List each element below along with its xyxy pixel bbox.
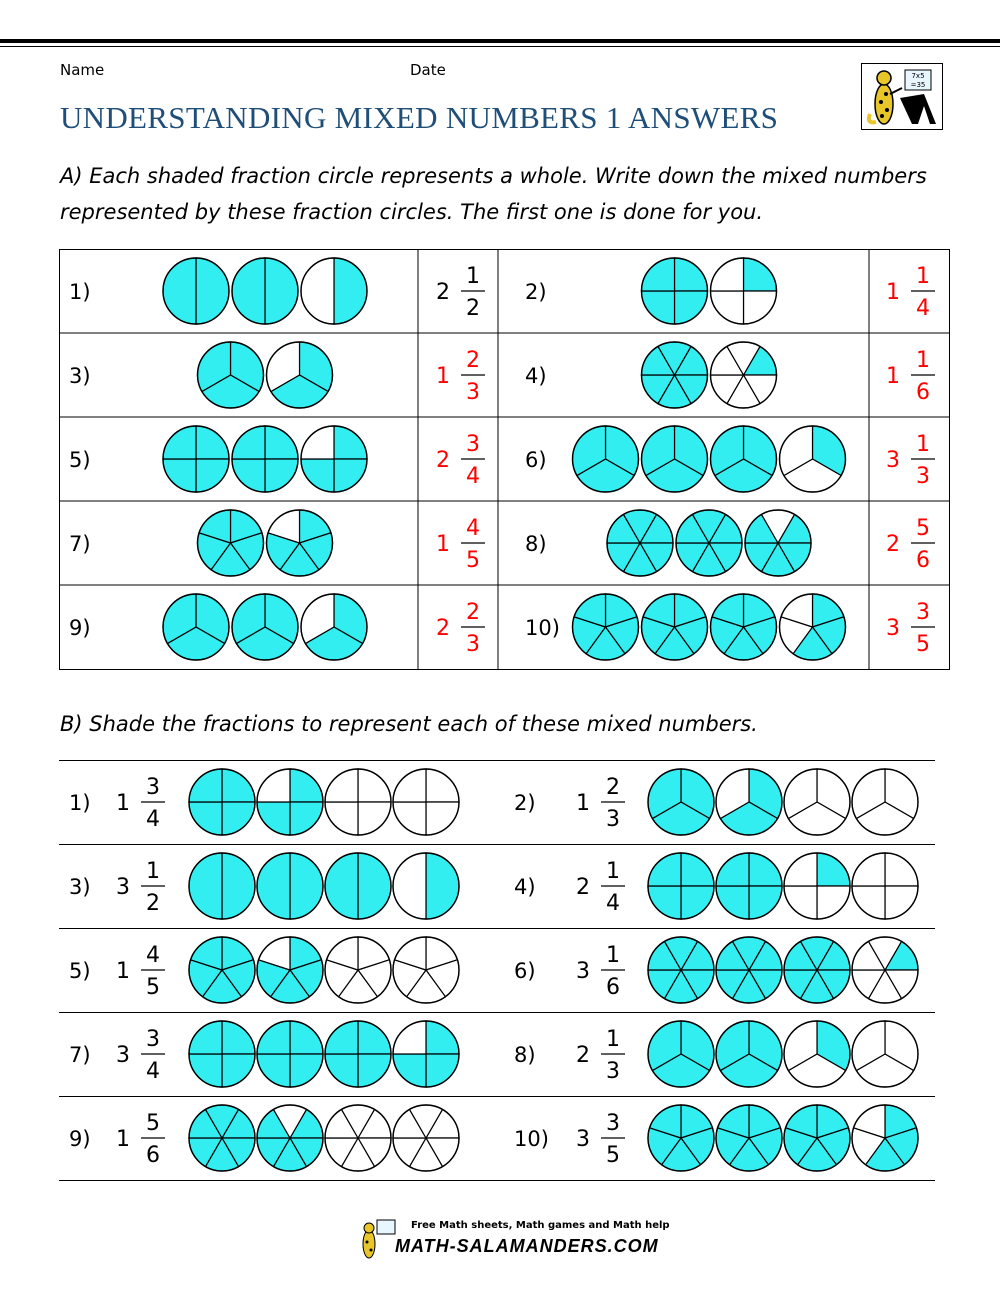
question-number: 4) [525, 364, 547, 388]
answer-denominator: 2 [466, 296, 480, 321]
fraction-circle [711, 594, 777, 660]
answer-whole: 2 [886, 532, 900, 557]
shade-circle [716, 853, 782, 919]
answer-numerator: 5 [916, 516, 930, 541]
circle-sector [265, 258, 298, 324]
mixed-number-numerator: 3 [146, 775, 160, 800]
answer-denominator: 3 [466, 632, 480, 657]
answer-whole: 1 [886, 280, 900, 305]
answer-numerator: 3 [916, 600, 930, 625]
fraction-circle [745, 510, 811, 576]
mixed-number-denominator: 6 [146, 1143, 160, 1168]
shade-circle [784, 1105, 850, 1171]
answer-denominator: 6 [916, 380, 930, 405]
shade-circle [325, 769, 391, 835]
question-number: 8) [514, 1043, 536, 1067]
question-number: 9) [69, 616, 91, 640]
part-b-instruction: B) Shade the fractions to represent each of these mixed numbers. [60, 712, 758, 736]
shade-circle [189, 1021, 255, 1087]
question-number: 10) [525, 616, 560, 640]
question-number: 5) [69, 959, 91, 983]
table-cell [69, 426, 485, 492]
part-b-item [69, 769, 459, 835]
answer-denominator: 6 [916, 548, 930, 573]
fraction-circle [198, 342, 264, 408]
page-title: UNDERSTANDING MIXED NUMBERS 1 ANSWERS [60, 100, 779, 135]
shade-circle [716, 1021, 782, 1087]
top-rule-thick [0, 39, 1000, 43]
mixed-number-denominator: 4 [606, 891, 620, 916]
shade-circle [648, 937, 714, 1003]
fraction-circle [711, 342, 777, 408]
shade-circle [393, 937, 459, 1003]
table-cell [525, 594, 935, 660]
shade-circle [325, 1021, 391, 1087]
circle-sector [257, 853, 290, 919]
circle-sector [426, 853, 459, 919]
circle-sector [325, 853, 358, 919]
fraction-circle [163, 426, 229, 492]
shade-circle [784, 769, 850, 835]
circle-sector [393, 853, 426, 919]
question-number: 8) [525, 532, 547, 556]
answer-denominator: 4 [466, 464, 480, 489]
answer-whole: 1 [436, 532, 450, 557]
answer-numerator: 3 [466, 432, 480, 457]
answer-whole: 3 [886, 448, 900, 473]
shade-circle [648, 853, 714, 919]
footer-salamander-icon [355, 1218, 399, 1262]
fraction-circle [267, 342, 333, 408]
shade-circle [852, 769, 918, 835]
table-cell [69, 258, 485, 324]
mixed-number-whole: 3 [576, 959, 590, 984]
question-number: 6) [525, 448, 547, 472]
part-b-item [514, 937, 918, 1003]
fraction-circle [232, 426, 298, 492]
shade-circle [648, 769, 714, 835]
mixed-number-denominator: 6 [606, 975, 620, 1000]
answer-numerator: 2 [466, 600, 480, 625]
mixed-number-numerator: 2 [606, 775, 620, 800]
shade-circle [784, 1021, 850, 1087]
name-label: Name [60, 61, 105, 79]
fraction-circle [711, 258, 777, 324]
shade-circle [189, 937, 255, 1003]
shade-circle [784, 937, 850, 1003]
question-number: 2) [525, 280, 547, 304]
answer-denominator: 3 [466, 380, 480, 405]
fraction-circle [641, 426, 707, 492]
question-number: 5) [69, 448, 91, 472]
fraction-circle [573, 594, 639, 660]
question-number: 1) [69, 791, 91, 815]
fraction-circle [197, 510, 263, 576]
fraction-circle [267, 510, 333, 576]
mixed-number-numerator: 1 [146, 859, 160, 884]
answer-whole: 2 [436, 280, 450, 305]
mixed-number-numerator: 3 [146, 1027, 160, 1052]
fraction-circle [163, 258, 229, 324]
shade-circle [716, 937, 782, 1003]
shade-circle [257, 769, 323, 835]
mixed-number-whole: 1 [576, 791, 590, 816]
mixed-number-whole: 1 [116, 959, 130, 984]
shade-circle [393, 1105, 459, 1171]
circle-sector [196, 258, 229, 324]
fraction-circle [779, 426, 845, 492]
part-b-item [69, 1105, 459, 1171]
answer-numerator: 4 [466, 516, 480, 541]
shade-circle [325, 853, 391, 919]
answer-whole: 3 [886, 616, 900, 641]
shade-circle [257, 937, 323, 1003]
circle-sector [334, 258, 367, 324]
footer-tagline: Free Math sheets, Math games and Math help [411, 1220, 670, 1231]
fraction-circle [710, 426, 776, 492]
mixed-number-numerator: 1 [606, 859, 620, 884]
answer-denominator: 4 [916, 296, 930, 321]
mixed-number-numerator: 3 [606, 1111, 620, 1136]
shade-circle [393, 769, 459, 835]
fraction-circle [232, 258, 298, 324]
shade-circle [393, 1021, 459, 1087]
mixed-number-denominator: 2 [146, 891, 160, 916]
shade-circle [716, 1105, 782, 1171]
top-rule-thin [0, 46, 1000, 47]
table-cell [69, 342, 485, 408]
circle-sector [232, 258, 265, 324]
mixed-number-denominator: 3 [606, 1059, 620, 1084]
answer-whole: 2 [436, 448, 450, 473]
footer-site: MATH-SALAMANDERS.COM [395, 1236, 659, 1256]
mixed-number-denominator: 5 [146, 975, 160, 1000]
mixed-number-denominator: 3 [606, 807, 620, 832]
question-number: 9) [69, 1127, 91, 1151]
shade-circle [784, 853, 850, 919]
part-a-instruction-2: represented by these fraction circles. The first one is done for you. [60, 200, 764, 224]
shade-circle [852, 853, 918, 919]
date-label: Date [410, 61, 446, 79]
shade-circle [257, 1105, 323, 1171]
svg-text:=35: =35 [910, 81, 926, 89]
shade-circle [189, 769, 255, 835]
mixed-number-numerator: 4 [146, 943, 160, 968]
shade-circle [648, 1021, 714, 1087]
shade-circle [393, 853, 459, 919]
answer-numerator: 1 [466, 264, 480, 289]
mixed-number-denominator: 5 [606, 1143, 620, 1168]
fraction-circle [642, 594, 708, 660]
fraction-circle [301, 258, 367, 324]
shade-circle [852, 1021, 918, 1087]
mixed-number-denominator: 4 [146, 1059, 160, 1084]
part-b-item [514, 1021, 918, 1087]
shade-circle [648, 1105, 714, 1171]
circle-sector [189, 853, 222, 919]
mixed-number-whole: 1 [116, 1127, 130, 1152]
question-number: 1) [69, 280, 91, 304]
answer-numerator: 1 [916, 264, 930, 289]
mixed-number-whole: 3 [116, 875, 130, 900]
shade-circle [716, 769, 782, 835]
question-number: 3) [69, 364, 91, 388]
circle-sector [358, 853, 391, 919]
part-a-instruction-1: A) Each shaded fraction circle represents a whole. Write down the mixed numbers [60, 164, 927, 188]
answer-denominator: 5 [916, 632, 930, 657]
fraction-circle [676, 510, 742, 576]
mixed-number-numerator: 1 [606, 1027, 620, 1052]
shade-circle [257, 853, 323, 919]
shade-circle [189, 1105, 255, 1171]
table-cell [69, 594, 485, 660]
circle-sector [301, 258, 334, 324]
part-b-item [69, 937, 459, 1003]
table-cell [525, 510, 935, 576]
fraction-circle [642, 258, 708, 324]
question-number: 7) [69, 532, 91, 556]
part-b-item [514, 1105, 918, 1171]
answer-numerator: 2 [466, 348, 480, 373]
part-b-item [514, 769, 918, 835]
mixed-number-numerator: 1 [606, 943, 620, 968]
shade-circle [325, 937, 391, 1003]
answer-numerator: 1 [916, 432, 930, 457]
question-number: 6) [514, 959, 536, 983]
fraction-circle [301, 594, 367, 660]
fraction-circle [780, 594, 846, 660]
answer-whole: 1 [436, 364, 450, 389]
circle-sector [222, 853, 255, 919]
answer-denominator: 3 [916, 464, 930, 489]
mixed-number-whole: 3 [116, 1043, 130, 1068]
part-b-item [69, 1021, 459, 1087]
part-b-item [69, 853, 459, 919]
logo-badge-text: 7x5 [911, 72, 925, 80]
shade-circle [852, 1105, 918, 1171]
answer-whole: 2 [436, 616, 450, 641]
circle-sector [290, 853, 323, 919]
shade-circle [189, 853, 255, 919]
fraction-circle [573, 426, 639, 492]
question-number: 2) [514, 791, 536, 815]
question-number: 3) [69, 875, 91, 899]
question-number: 10) [514, 1127, 549, 1151]
mixed-number-denominator: 4 [146, 807, 160, 832]
footer-logo [355, 1218, 670, 1262]
table-cell [525, 426, 935, 492]
fraction-circle [301, 426, 367, 492]
circle-sector [163, 258, 196, 324]
mixed-number-whole: 2 [576, 875, 590, 900]
fraction-circle [607, 510, 673, 576]
part-b-grid [59, 760, 935, 1183]
mixed-number-numerator: 5 [146, 1111, 160, 1136]
table-cell [525, 258, 935, 324]
salamander-logo [861, 63, 943, 130]
answer-whole: 1 [886, 364, 900, 389]
mixed-number-whole: 1 [116, 791, 130, 816]
mixed-number-whole: 3 [576, 1127, 590, 1152]
fraction-circle [163, 594, 229, 660]
part-a-table [59, 249, 950, 670]
mixed-number-whole: 2 [576, 1043, 590, 1068]
shade-circle [325, 1105, 391, 1171]
shade-circle [257, 1021, 323, 1087]
question-number: 7) [69, 1043, 91, 1067]
fraction-circle [642, 342, 708, 408]
answer-numerator: 1 [916, 348, 930, 373]
table-cell [525, 342, 935, 408]
answer-denominator: 5 [466, 548, 480, 573]
part-b-item [514, 853, 918, 919]
table-cell [69, 510, 485, 576]
shade-circle [852, 937, 918, 1003]
fraction-circle [232, 594, 298, 660]
question-number: 4) [514, 875, 536, 899]
